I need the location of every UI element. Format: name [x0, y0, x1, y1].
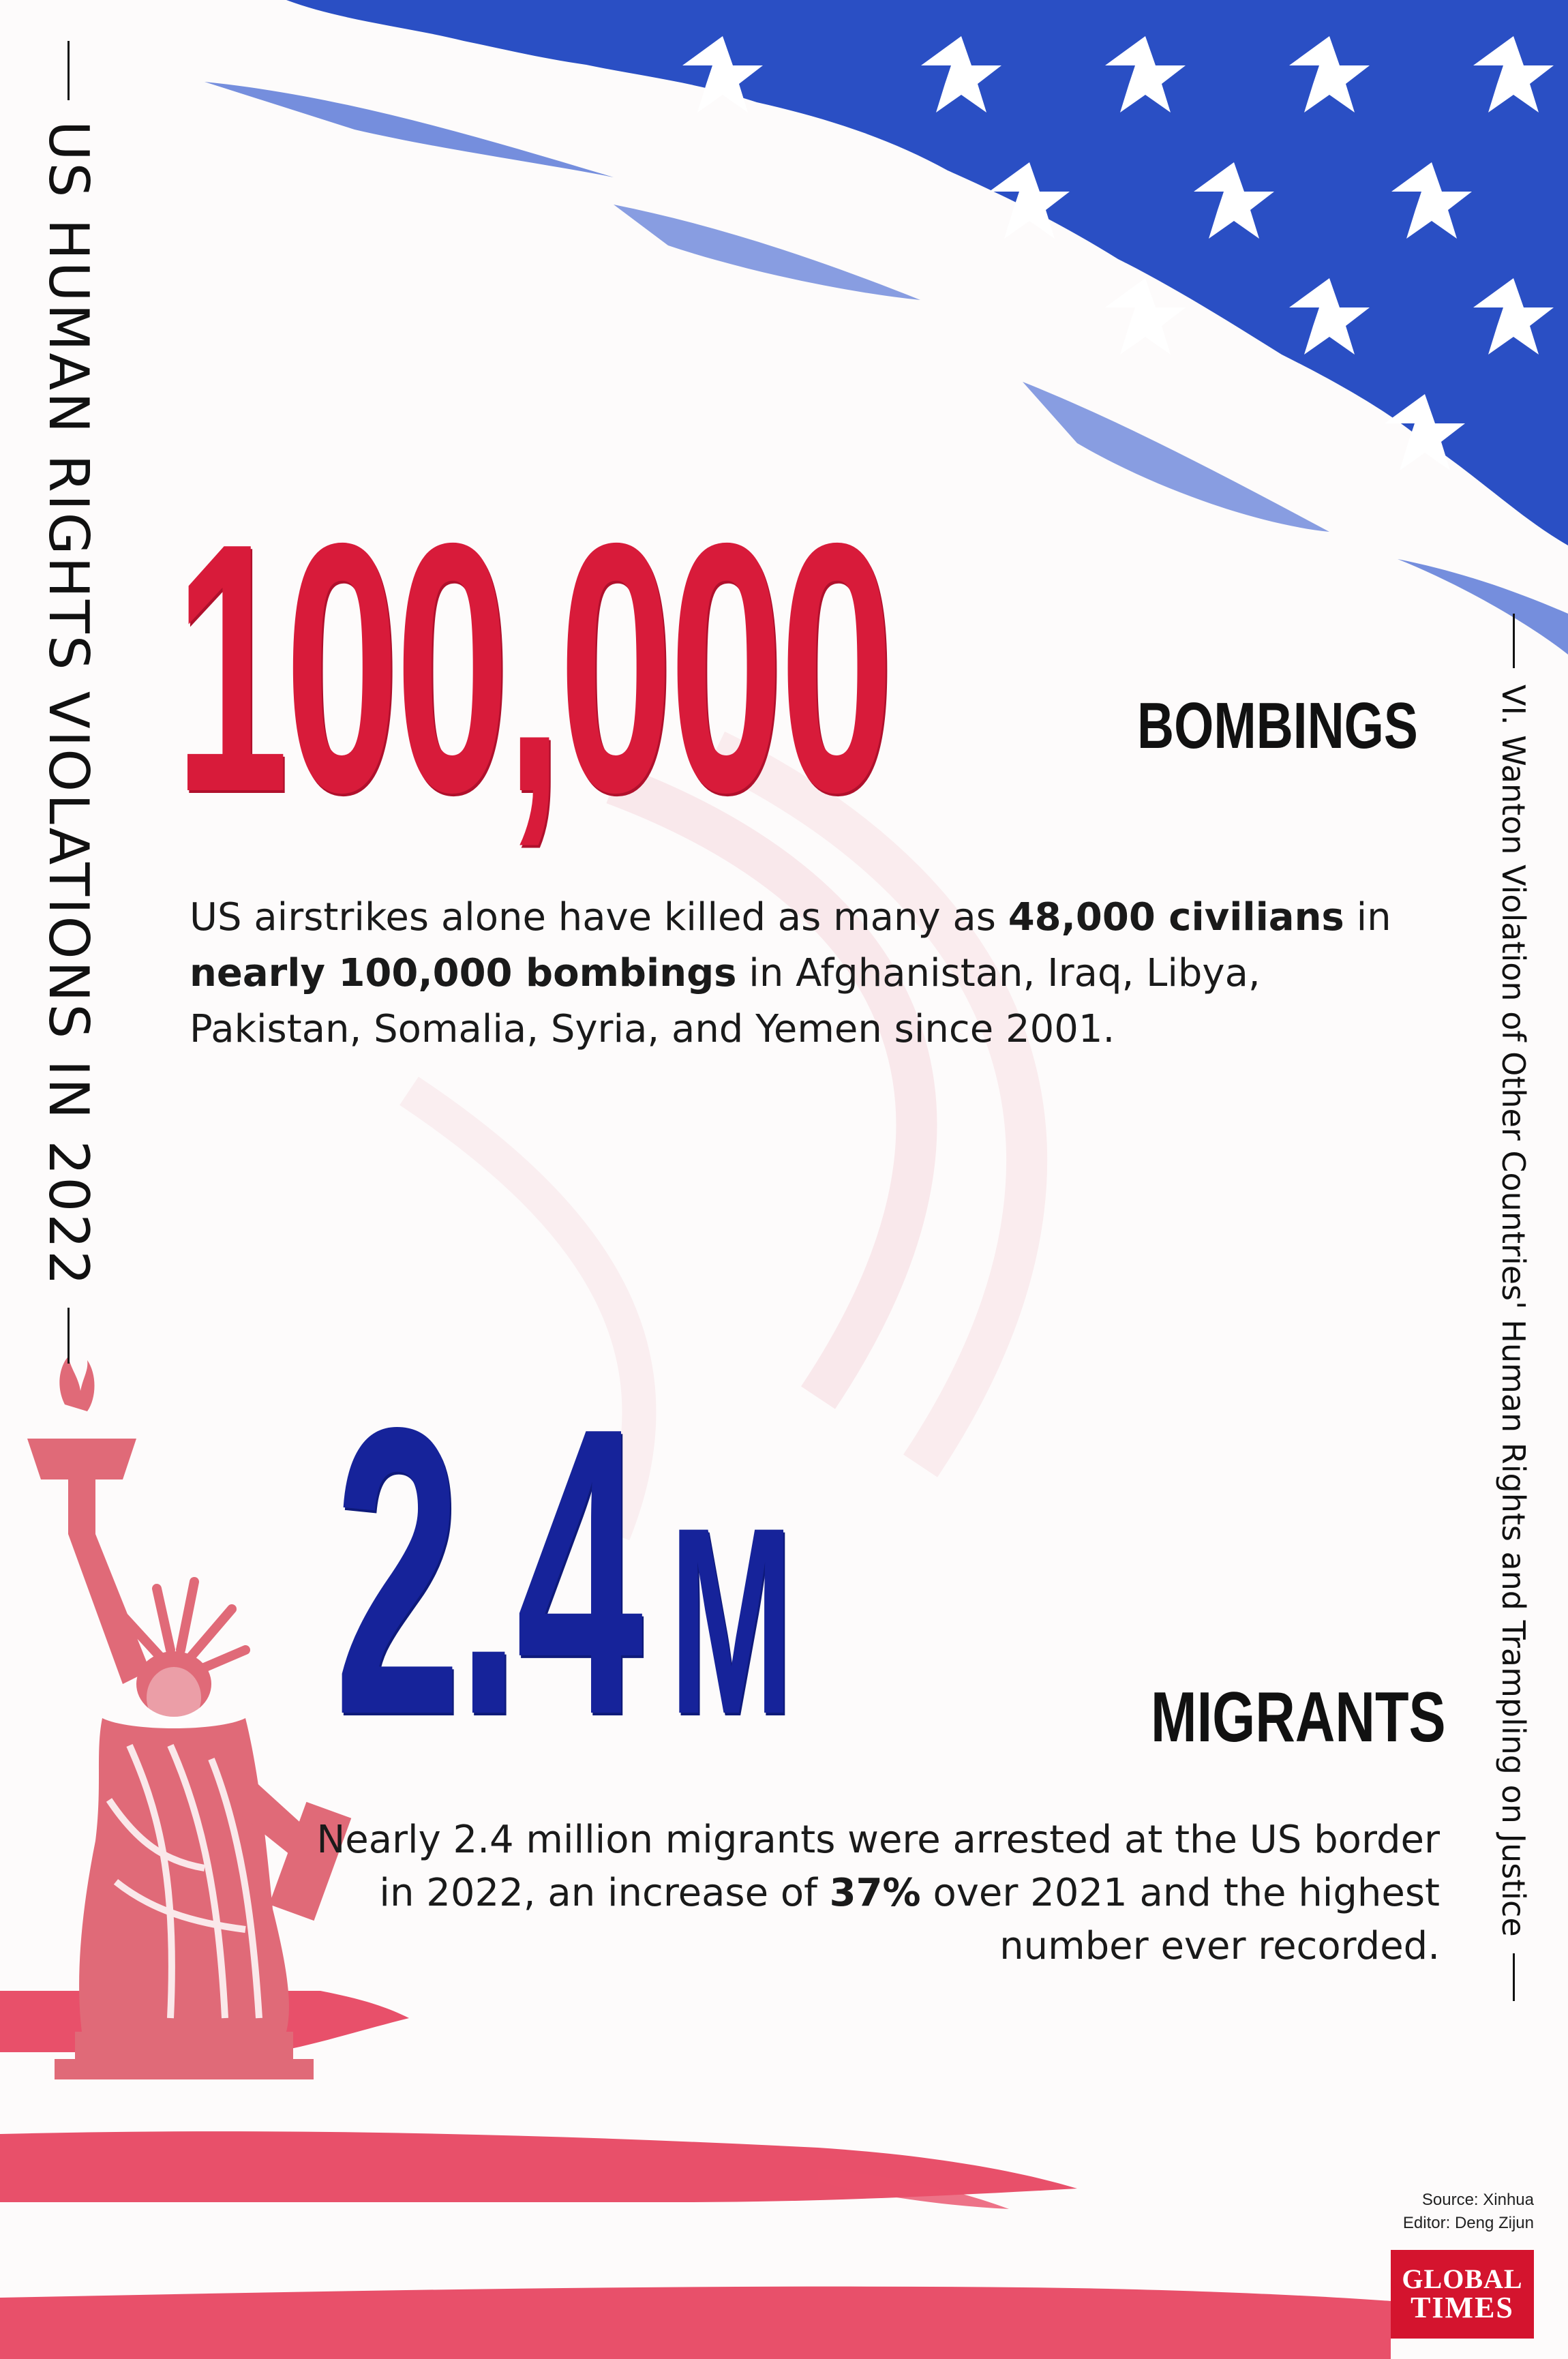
stat2-bold-percent: 37%: [829, 1871, 921, 1915]
stat1-bold-civilians: 48,000 civilians: [1008, 895, 1344, 940]
subtitle-rule-top: [1513, 614, 1515, 668]
side-subtitle: [1479, 614, 1548, 2154]
logo-line-2: TIMES: [1411, 2291, 1514, 2324]
global-times-logo: [1391, 2250, 1534, 2339]
stat1-text-c: in Afghanistan, Iraq, Libya, Pakistan, Somalia, Syria, and Yemen since 2001.: [190, 951, 1261, 1051]
stat1-number: 100,000: [175, 470, 890, 866]
stat2-label: MIGRANTS: [1151, 1678, 1446, 1757]
stat1-label: BOMBINGS: [1137, 689, 1418, 762]
logo-line-1: GLOBAL: [1402, 2264, 1523, 2294]
stat1-bold-bombings: nearly 100,000 bombings: [190, 951, 737, 995]
stat2-text-a: Nearly 2.4 million migrants were arrested at the US border in 2022, an increase of: [316, 1818, 1440, 1915]
credits: [1403, 2189, 1534, 2235]
stat2-text-b: over 2021 and the highest number ever recorded.: [920, 1871, 1440, 1968]
subtitle-rule-bottom: [1513, 1953, 1515, 2001]
side-title: [20, 41, 116, 1364]
stat1-description: [190, 890, 1444, 1057]
title-rule-top: [67, 41, 70, 100]
stat1-text-a: US airstrikes alone have killed as many as: [190, 895, 1008, 940]
editor-credit: Editor: Deng Zijun: [1402, 2214, 1534, 2232]
side-title-text: US HUMAN RIGHTS VIOLATIONS IN 2022: [37, 121, 100, 1288]
stat1-text-b: in: [1344, 895, 1391, 940]
stat2-value: 2.4: [334, 1343, 639, 1800]
source-credit: Source: Xinhua: [1421, 2191, 1534, 2209]
side-subtitle-text: VI. Wanton Violation of Other Countries' Human Rights and Trampling on Justice: [1495, 685, 1532, 1937]
stat2-unit: M: [669, 1472, 794, 1769]
stat2-number: [334, 1343, 869, 1800]
stat2-description: [281, 1814, 1440, 1973]
title-rule-bottom: [67, 1308, 70, 1364]
